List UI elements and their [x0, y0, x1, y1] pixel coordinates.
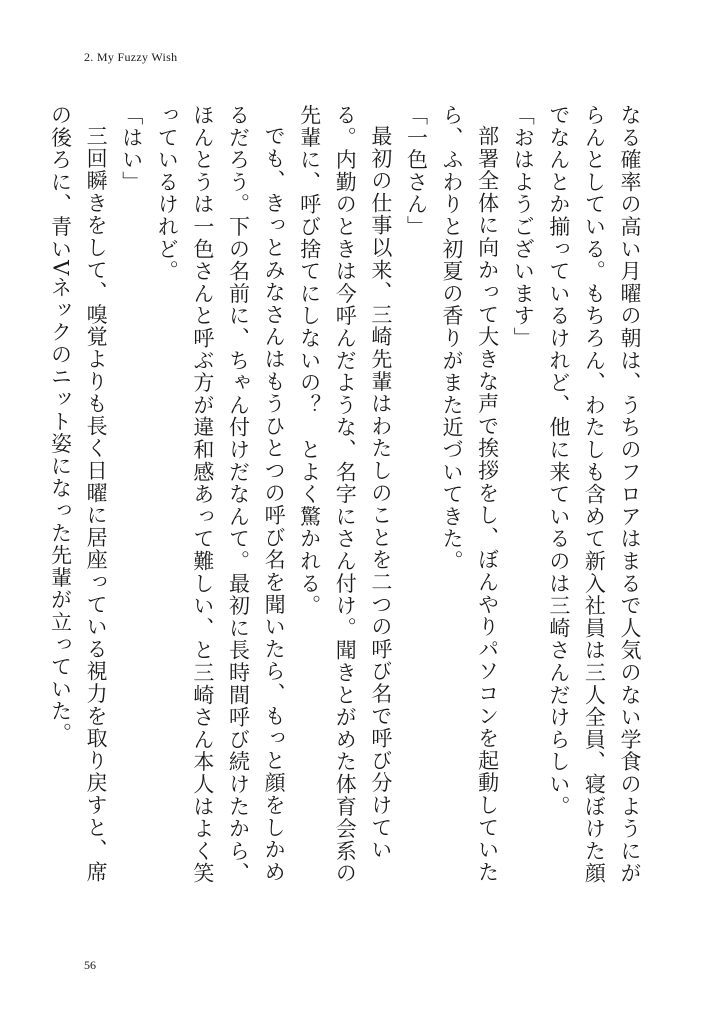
- paragraph: 三回瞬きをして、嗅覚よりも長く日曜に居座っている視力を取り戻すと、席の後ろに、青いVネックのニット姿になった先輩が立っていた。: [48, 104, 109, 884]
- paragraph: なる確率の高い月曜の朝は、うちのフロアはまるで人気のない学食のようにがらんとしている。もちろん、わたしも含めて新入社員は三人全員、寝ぼけた顔でなんとか揃っているけれど、他に来ているのは三崎さんだけらしい。: [546, 104, 642, 885]
- paragraph: 「おはようございます」: [511, 104, 536, 350]
- body-text: [48, 104, 647, 904]
- paragraph: 「一色さん」: [404, 104, 429, 238]
- running-head: 2. My Fuzzy Wish: [84, 50, 178, 64]
- paragraph: 「はい」: [119, 104, 144, 194]
- page-number: 56: [84, 958, 96, 972]
- paragraph: 部署全体に向かって大きな声で挨拶をし、ぼんやりパソコンを起動していたら、ふわりと初夏の香りがまた近づいてきた。: [440, 104, 500, 884]
- paragraph: 最初の仕事以来、三崎先輩はわたしのことを二つの呼び名で呼び分けている。内勤のときは今呼んだような、名字にさん付け。聞きとがめた体育会系の先輩に、呼び捨てにしないの？ とよく驚かれる。: [297, 104, 393, 885]
- paragraph: でも、きっとみなさんはもうひとつの呼び名を聞いたら、もっと顔をしかめるだろう。下の名前に、ちゃん付けだなんて。最初に長時間呼び続けたから、ほんとうは一色さんと呼ぶ方が違和感あって難しい、と三崎さん本人はよく笑っているけれど。: [155, 104, 287, 885]
